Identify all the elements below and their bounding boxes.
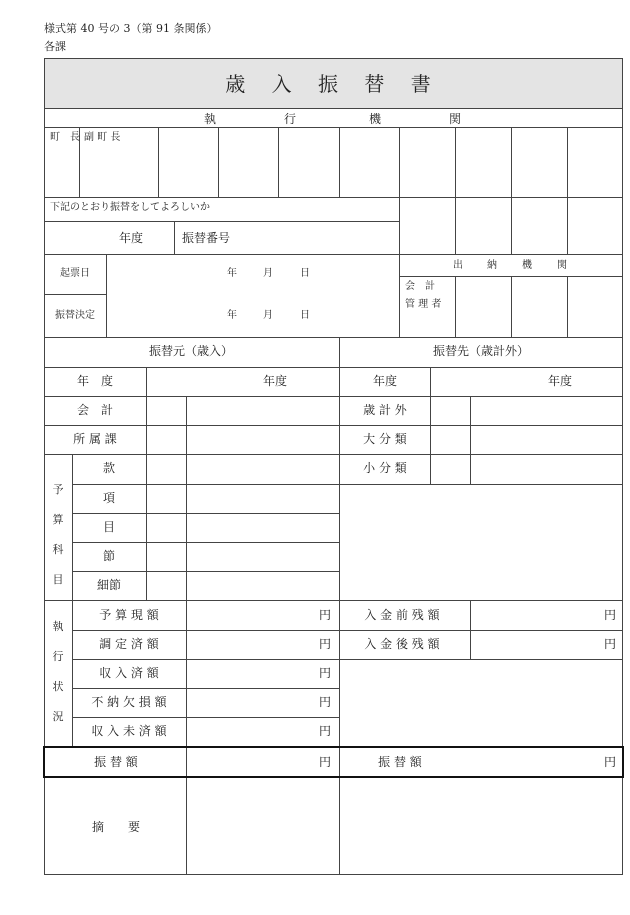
yen-unit: 円 xyxy=(603,608,616,622)
form-number: 様式第 40 号の 3（第 91 条関係） xyxy=(44,22,218,35)
date-unit-year: 年 xyxy=(227,268,237,279)
accountant-label-2: 管 理 者 xyxy=(405,299,442,310)
draft-date-label: 起票日 xyxy=(60,268,90,279)
budget-subject-group-label: 予算科目 xyxy=(52,483,64,586)
decision-date-label: 振替決定 xyxy=(55,310,95,321)
source-heading: 振替元（歳入） xyxy=(148,344,234,358)
treasury-char: 関 xyxy=(557,260,567,271)
balance-row-label: 入 金 前 残 額 xyxy=(364,608,440,622)
summary-label: 摘 要 xyxy=(91,820,141,834)
source-row-label: 所 属 課 xyxy=(73,432,117,446)
execution-status-group-label: 執行状況 xyxy=(52,620,64,723)
execution-row-label: 予 算 現 額 xyxy=(99,608,159,622)
date-unit-year: 年 xyxy=(227,310,237,321)
request-text: 下記のとおり振替をしてよろしいか xyxy=(50,202,210,213)
transfer-number-label: 振替番号 xyxy=(182,231,231,245)
yen-unit: 円 xyxy=(318,755,331,769)
source-year-label: 年 度 xyxy=(76,374,114,388)
heading-char: 機 xyxy=(368,112,382,126)
date-unit-day: 日 xyxy=(300,268,310,279)
execution-row-label: 収 入 未 済 額 xyxy=(91,724,167,738)
heading-char: 行 xyxy=(283,112,297,126)
date-unit-month: 月 xyxy=(263,310,273,321)
destination-year-label: 年度 xyxy=(372,374,398,388)
subject-row-label: 項 xyxy=(102,491,116,505)
yen-unit: 円 xyxy=(318,666,331,680)
yen-unit: 円 xyxy=(318,637,331,651)
role-deputy-mayor: 副 町 長 xyxy=(84,132,121,143)
yen-unit: 円 xyxy=(603,637,616,651)
source-row-label: 会 計 xyxy=(76,403,114,417)
source-year-unit: 年度 xyxy=(262,374,288,388)
transfer-amount-label: 振 替 額 xyxy=(94,755,138,769)
yen-unit: 円 xyxy=(318,608,331,622)
treasury-char: 機 xyxy=(522,260,532,271)
fiscal-year-label: 年度 xyxy=(118,231,144,245)
treasury-char: 納 xyxy=(487,260,497,271)
yen-unit: 円 xyxy=(318,695,331,709)
destination-row-label: 大 分 類 xyxy=(363,432,407,446)
subject-row-label: 細節 xyxy=(96,578,122,592)
date-unit-day: 日 xyxy=(300,310,310,321)
form-title: 歳 入 振 替 書 xyxy=(225,72,441,96)
yen-unit: 円 xyxy=(603,755,616,769)
destination-row-label: 小 分 類 xyxy=(363,461,407,475)
treasury-char: 出 xyxy=(453,260,463,271)
role-mayor: 町 長 xyxy=(50,132,80,143)
balance-row-label: 入 金 後 残 額 xyxy=(364,637,440,651)
destination-heading: 振替先（歳計外） xyxy=(432,344,530,358)
yen-unit: 円 xyxy=(318,724,331,738)
heading-char: 関 xyxy=(448,112,462,126)
execution-row-label: 調 定 済 額 xyxy=(99,637,159,651)
department-label: 各課 xyxy=(44,40,66,53)
accountant-label-1: 会 計 xyxy=(405,281,435,292)
destination-row-label: 歳 計 外 xyxy=(363,403,407,417)
subject-row-label: 節 xyxy=(102,549,116,563)
destination-year-unit: 年度 xyxy=(547,374,573,388)
transfer-amount-label: 振 替 額 xyxy=(378,755,422,769)
date-unit-month: 月 xyxy=(263,268,273,279)
subject-row-label: 目 xyxy=(102,520,116,534)
execution-row-label: 不 納 欠 損 額 xyxy=(91,695,167,709)
execution-row-label: 収 入 済 額 xyxy=(99,666,159,680)
heading-char: 執 xyxy=(203,112,217,126)
subject-row-label: 款 xyxy=(102,461,116,475)
